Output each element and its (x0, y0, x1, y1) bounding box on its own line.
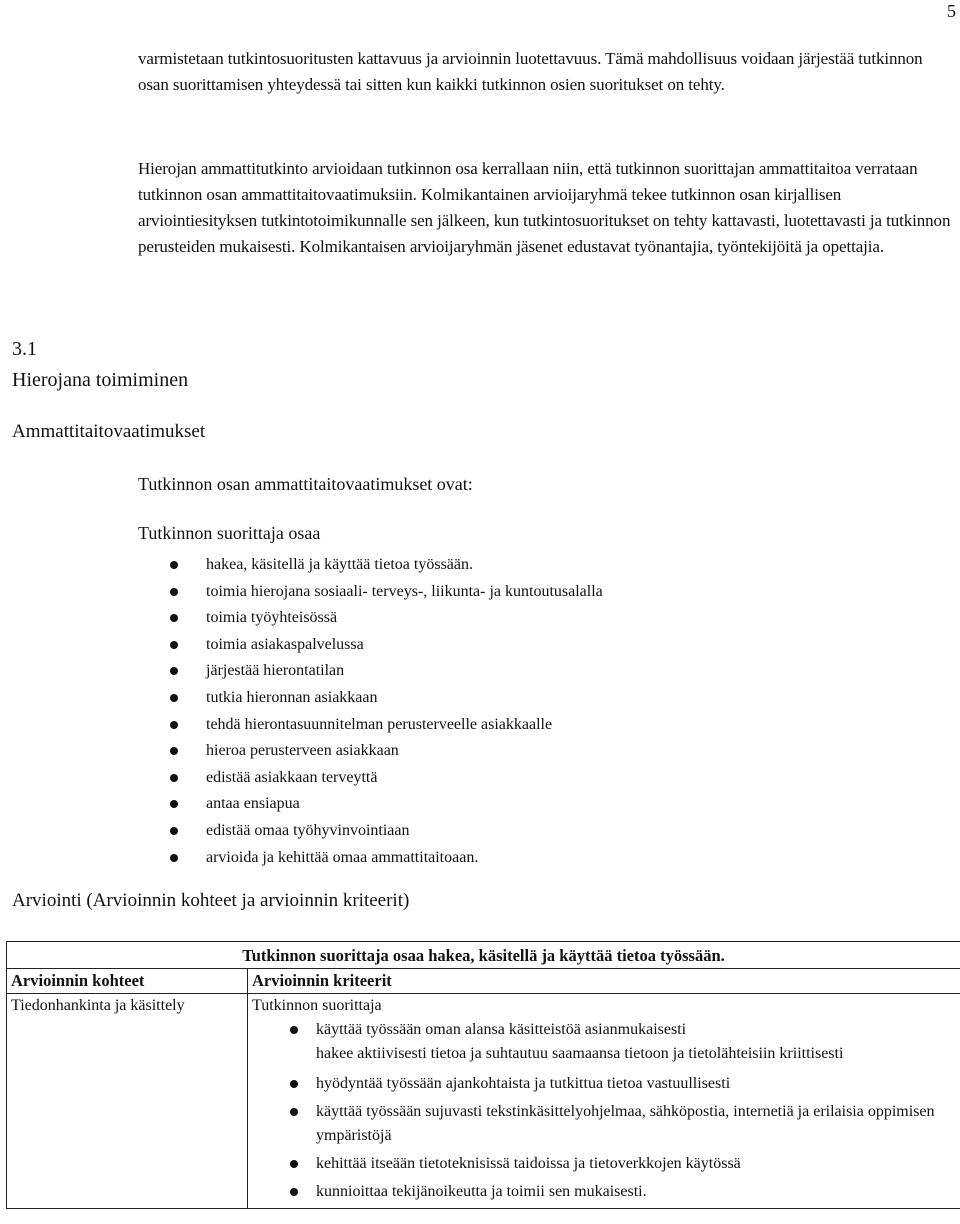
list-item: arvioida ja kehittää omaa ammattitaitoaan. (160, 845, 603, 872)
bullet-icon (170, 641, 178, 649)
requirements-intro: Tutkinnon osan ammattitaitovaatimukset ovat: (138, 474, 473, 494)
bullet-icon (290, 1080, 298, 1088)
subsection-title: Ammattitaitovaatimukset (12, 421, 206, 442)
bullet-icon (170, 800, 178, 808)
table-cell-criteria (248, 994, 960, 1209)
bullet-icon (170, 721, 178, 729)
bullet-icon (170, 694, 178, 702)
bullet-icon (290, 1160, 298, 1168)
list-item: kehittää itseään tietoteknisissä taidoissa ja tietoverkkojen käytössä (252, 1152, 956, 1176)
list-item: hakea, käsitellä ja käyttää tietoa työssään. (160, 552, 603, 579)
criteria-lead: Tutkinnon suorittaja (252, 997, 382, 1014)
bullet-icon (170, 588, 178, 596)
list-item: hakee aktiivisesti tietoa ja suhtautuu saamaansa tietoon ja tietolähteisiin kriittisesti (316, 1045, 844, 1062)
table-cell-target: Tiedonhankinta ja käsittely (7, 994, 248, 1209)
list-item: käyttää työssään sujuvasti tekstinkäsittelyohjelmaa, sähköpostia, internetiä ja erilaisia oppimisen ympäristöjä (252, 1100, 956, 1148)
bullet-icon (290, 1026, 298, 1034)
list-item: järjestää hierontatilan (160, 658, 603, 685)
page-number: 5 (947, 1, 956, 21)
requirements-list (160, 552, 603, 871)
bullet-icon (170, 774, 178, 782)
bullet-icon (170, 827, 178, 835)
paragraph-1: varmistetaan tutkintosuoritusten kattavuus ja arvioinnin luotettavuus. Tämä mahdollisuus voidaan järjestää tutkinnon osan suorittamisen yhteydessä tai sitten kun kaikki tutkinnon osien suoritukset on tehty. (138, 49, 923, 94)
evaluation-table (6, 941, 960, 1209)
list-item: käyttää työssään oman alansa käsitteistöä asianmukaisesti (252, 1018, 956, 1042)
section-number: 3.1 (12, 338, 37, 360)
table-row (7, 994, 960, 1209)
list-item: toimia hierojana sosiaali- terveys-, liikunta- ja kuntoutusalalla (160, 579, 603, 606)
criteria-list (252, 1018, 956, 1204)
list-item: hieroa perusterveen asiakkaan (160, 738, 603, 765)
list-item: kunnioittaa tekijänoikeutta ja toimii sen mukaisesti. (252, 1180, 956, 1204)
list-item: tutkia hieronnan asiakkaan (160, 685, 603, 712)
requirements-lead: Tutkinnon suorittaja osaa (138, 523, 321, 543)
list-item: toimia työyhteisössä (160, 605, 603, 632)
column-header-targets: Arvioinnin kohteet (7, 969, 248, 994)
list-item: edistää asiakkaan terveyttä (160, 765, 603, 792)
table-heading: Tutkinnon suorittaja osaa hakea, käsitellä ja käyttää tietoa työssään. (7, 942, 960, 969)
list-item: antaa ensiapua (160, 791, 603, 818)
paragraph-2: Hierojan ammattitutkinto arvioidaan tutkinnon osa kerrallaan niin, että tutkinnon suorittajan ammattitaitoa verrataan tutkinnon osan ammattitaitovaatimuksiin. Kolmikantainen arvioijaryhmä tekee tutkinnon osan kirjallisen arviointiesityksen tutkintotoimikunnalle sen jälkeen, kun tutkintosuoritukset on tehty kattavasti, luotettavasti ja tutkinnon perusteiden mukaisesti. Kolmikantaisen arvioijaryhmän jäsenet edustavat työnantajia, työntekijöitä ja opettajia. (138, 159, 951, 256)
table-header-row (7, 969, 960, 994)
section-title: Hierojana toimiminen (12, 369, 189, 391)
bullet-icon (170, 854, 178, 862)
bullet-icon (170, 747, 178, 755)
column-header-criteria: Arvioinnin kriteerit (248, 969, 960, 994)
bullet-icon (290, 1188, 298, 1196)
bullet-icon (290, 1108, 298, 1116)
list-item: edistää omaa työhyvinvointiaan (160, 818, 603, 845)
list-item: hyödyntää työssään ajankohtaista ja tutkittua tietoa vastuullisesti (252, 1072, 956, 1096)
bullet-icon (170, 561, 178, 569)
bullet-icon (170, 614, 178, 622)
bullet-icon (170, 667, 178, 675)
list-item: tehdä hierontasuunnitelman perusterveelle asiakkaalle (160, 712, 603, 739)
list-item: toimia asiakaspalvelussa (160, 632, 603, 659)
table-heading-row (7, 942, 960, 969)
evaluation-title: Arviointi (Arvioinnin kohteet ja arvioinnin kriteerit) (12, 890, 410, 911)
